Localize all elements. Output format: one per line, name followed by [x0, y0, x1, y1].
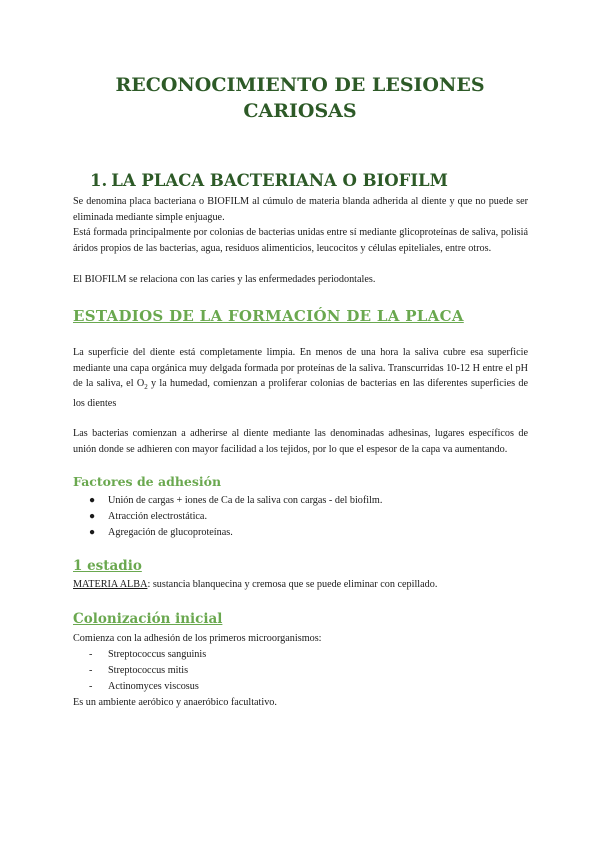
microorganism-list: [73, 647, 206, 695]
materia-alba-term: MATERIA ALBA: [73, 579, 148, 590]
section-heading-text: LA PLACA BACTERIANA O BIOFILM: [111, 171, 448, 190]
materia-alba-definition: : sustancia blanquecina y cremosa que se puede eliminar con cepillado.: [147, 579, 438, 590]
paragraph-definition: Se denomina placa bacteriana o BIOFILM al cúmulo de materia blanda adherida al diente y que no puede ser eliminada mediante simple enjuague.: [73, 196, 528, 223]
bullet-icon: ●: [89, 495, 96, 506]
factores-list: [73, 493, 382, 541]
factores-heading: Factores de adhesión: [73, 474, 222, 489]
list-item: - Streptococcus mitis: [73, 663, 206, 679]
paragraph-relation: El BIOFILM se relaciona con las caries y las enfermedades periodontales.: [73, 274, 376, 285]
dash-marker: -: [89, 649, 93, 660]
paragraph-composition: Está formada principalmente por colonias de bacterias unidas entre sí mediante glicoproteínas de saliva, polisiá áridos propios de las bacterias, agua, residuos alimenticios, leucocitos y células epiteliales, entre otros.: [73, 227, 528, 254]
list-item: ● Agregación de glucoproteínas.: [73, 525, 382, 541]
estadio1-heading: 1 estadio: [73, 558, 142, 574]
estadios-heading: ESTADIOS DE LA FORMACIÓN DE LA PLACA: [73, 307, 464, 325]
section-heading-placa: [90, 170, 448, 192]
paragraph-surface: [73, 345, 528, 411]
list-item: ● Unión de cargas + iones de Ca de la saliva con cargas - del biofilm.: [73, 493, 382, 509]
paragraph-materia-alba: [73, 577, 528, 593]
title-line-2: CARIOSAS: [243, 100, 357, 122]
title-line-1: RECONOCIMIENTO DE LESIONES: [115, 74, 485, 96]
colonizacion-intro: Comienza con la adhesión de los primeros microorganismos:: [73, 633, 322, 644]
paragraph-adhesins: Las bacterias comienzan a adherirse al diente mediante las denominadas adhesinas, lugares específicos de unión donde se adhieren con mayor facilidad a los tejidos, por lo que el espesor de la capa va aumentando.: [73, 428, 528, 455]
document-title: [60, 72, 540, 124]
oxygen-subscript: 2: [144, 383, 148, 392]
list-item: - Streptococcus sanguinis: [73, 647, 206, 663]
bullet-icon: ●: [89, 511, 96, 522]
surface-text-b: y la humedad, comienzan a proliferar colonias de bacterias en las diferentes superficies de los dientes: [73, 378, 528, 409]
dash-marker: -: [89, 681, 93, 692]
bullet-icon: ●: [89, 527, 96, 538]
list-item: ● Atracción electrostática.: [73, 509, 382, 525]
colonizacion-heading: Colonización inicial: [73, 611, 223, 627]
colonizacion-outro: Es un ambiente aeróbico y anaeróbico facultativo.: [73, 697, 277, 708]
section-number: 1.: [90, 171, 108, 190]
surface-text-a: La superficie del diente está completamente limpia. En menos de una hora la saliva cubre esa superficie mediante una capa orgánica muy delgada formada por proteínas de la saliva. Transcurridas 10-12 H entre el pH de la saliva, el O: [73, 347, 528, 389]
dash-marker: -: [89, 665, 93, 676]
list-item: - Actinomyces viscosus: [73, 679, 206, 695]
